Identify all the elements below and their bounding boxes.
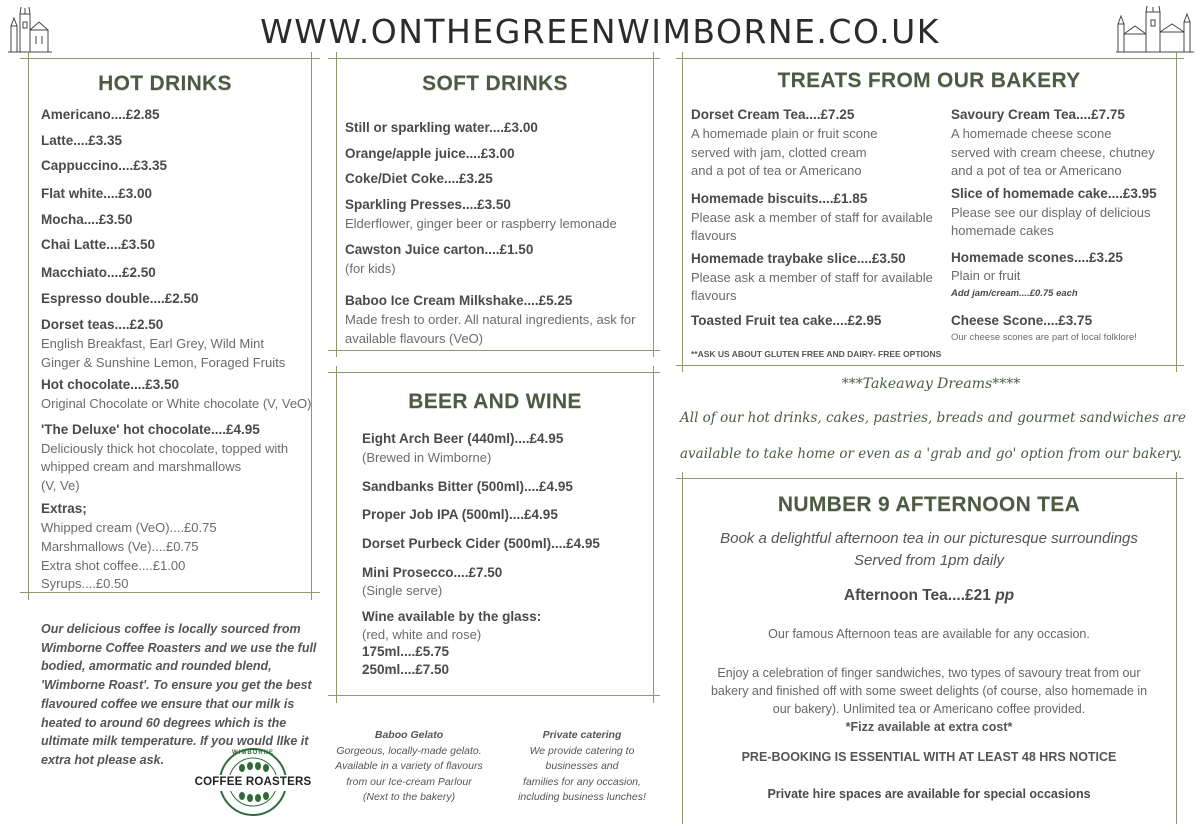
item-description: (Brewed in Wimborne) (362, 450, 492, 465)
item-description: served with jam, clotted cream (691, 145, 867, 160)
bakery-title: TREATS FROM OUR BAKERY (777, 69, 1081, 92)
catering-line: families for any occasion, (523, 775, 641, 788)
menu-item: Eight Arch Beer (440ml)....£4.95 (362, 431, 564, 446)
menu-item: Sparkling Presses....£3.50 (345, 197, 511, 212)
hot-drinks-title: HOT DRINKS (98, 72, 232, 95)
menu-item: Cheese Scone....£3.75 (951, 313, 1093, 328)
soft-drinks-title: SOFT DRINKS (422, 72, 568, 95)
takeaway-line: available to take home or even as a 'grab and go' option from our bakery. (680, 446, 1182, 462)
afternoon-tea-tagline: Book a delightful afternoon tea in our picturesque surroundings (720, 530, 1138, 547)
menu-item: Homemade biscuits....£1.85 (691, 191, 868, 206)
item-description: A homemade cheese scone (951, 126, 1112, 141)
item-description: Plain or fruit (951, 268, 1021, 283)
menu-item: Cappuccino....£3.35 (41, 158, 168, 173)
menu-item: Sandbanks Bitter (500ml)....£4.95 (362, 479, 573, 494)
menu-item: Flat white....£3.00 (41, 186, 153, 201)
menu-item: Homemade scones....£3.25 (951, 250, 1123, 265)
menu-item: 250ml....£7.50 (362, 662, 450, 677)
item-description: Syrups....£0.50 (41, 576, 129, 591)
menu-item: Espresso double....£2.50 (41, 291, 199, 306)
menu-item: Mini Prosecco....£7.50 (362, 565, 503, 580)
roaster-badge-name: COFFEE ROASTERS (194, 776, 312, 788)
coffee-sourcing-note: Our delicious coffee is locally sourced from Wimborne Coffee Roasters and we use the full bodied, amormatic and rounded blend, 'Wimborne Roast'. To ensure you get the best flavoured coffee we ensure that our milk is heated to around 60 degrees which is the ultimate milk temperature. If you would lIke it extra hot please ask. (41, 622, 317, 767)
menu-item: Savoury Cream Tea....£7.75 (951, 107, 1125, 122)
roaster-badge-top: WIMBORNE (232, 750, 274, 756)
menu-item: Mocha....£3.50 (41, 212, 133, 227)
private-catering-block (502, 728, 662, 806)
gluten-free-note: **ASK US ABOUT GLUTEN FREE AND DAIRY- FREE OPTIONS (691, 349, 942, 359)
afternoon-tea-description: Enjoy a celebration of finger sandwiches, two types of savoury treat from our (717, 666, 1141, 680)
item-description: (red, white and rose) (362, 627, 482, 642)
item-note: Add jam/cream....£0.75 each (951, 288, 1078, 299)
afternoon-tea-price (686, 587, 1172, 605)
beer-wine-title: BEER AND WINE (408, 390, 582, 413)
website-url: WWW.ONTHEGREENWIMBORNE.CO.UK (260, 12, 940, 51)
menu-item: Coke/Diet Coke....£3.25 (345, 171, 493, 186)
baboo-line: (Next to the bakery) (362, 791, 456, 803)
item-description: (for kids) (345, 261, 396, 276)
item-description: and a pot of tea or Americano (691, 163, 862, 178)
menu-item: Chai Latte....£3.50 (41, 237, 156, 252)
fizz-note: *Fizz available at extra cost* (845, 720, 1013, 734)
menu-item: Cawston Juice carton....£1.50 (345, 242, 534, 257)
item-description: Extra shot coffee....£1.00 (41, 558, 186, 573)
baboo-gelato-title: Baboo Gelato (374, 729, 444, 741)
baboo-line: Gorgeous, locally-made gelato. (336, 744, 482, 757)
item-description: and a pot of tea or Americano (951, 163, 1122, 178)
menu-item: 'The Deluxe' hot chocolate....£4.95 (41, 422, 260, 437)
afternoon-tea-title: NUMBER 9 AFTERNOON TEA (777, 493, 1081, 516)
item-description: English Breakfast, Earl Grey, Wild Mint (41, 336, 264, 351)
item-description: Marshmallows (Ve)....£0.75 (41, 539, 199, 554)
item-description: Please ask a member of staff for available (691, 210, 933, 225)
menu-item: Toasted Fruit tea cake....£2.95 (691, 313, 882, 328)
menu-item: Dorset teas....£2.50 (41, 317, 164, 332)
afternoon-tea-price-unit: pp (995, 587, 1015, 604)
afternoon-tea-occasion: Our famous Afternoon teas are available for any occasion. (768, 627, 1090, 641)
item-description: flavours (691, 228, 737, 243)
item-description: Deliciously thick hot chocolate, topped with (41, 441, 289, 456)
item-description: Ginger & Sunshine Lemon, Foraged Fruits (41, 355, 286, 370)
takeaway-line: All of our hot drinks, cakes, pastries, breads and gourmet sandwiches are (680, 410, 1186, 426)
menu-item: 175ml....£5.75 (362, 644, 450, 659)
baboo-line: Available in a variety of flavours (335, 760, 483, 772)
menu-item: Dorset Purbeck Cider (500ml)....£4.95 (362, 536, 600, 551)
item-description: (Single serve) (362, 583, 443, 598)
item-description: flavours (691, 288, 737, 303)
coffee-roasters-logo (192, 748, 314, 818)
takeaway-title: ***Takeaway Dreams**** (841, 376, 1021, 392)
menu-item: Dorset Cream Tea....£7.25 (691, 107, 855, 122)
afternoon-tea-description: bakery and finished off with some sweet delights (of course, also homemade in (710, 684, 1148, 698)
item-description: Whipped cream (VeO)....£0.75 (41, 520, 217, 535)
item-description: homemade cakes (951, 223, 1054, 238)
item-description: whipped cream and marshmallows (41, 459, 242, 474)
afternoon-tea-description: our bakery). Unlimited tea or Americano coffee provided. (772, 702, 1086, 716)
item-description: Please see our display of delicious (951, 205, 1151, 220)
menu-item: Homemade traybake slice....£3.50 (691, 251, 906, 266)
catering-line: businesses and (545, 760, 619, 772)
baboo-gelato-block (326, 728, 492, 806)
item-description: Made fresh to order. All natural ingredients, ask for (345, 312, 636, 327)
item-description: (V, Ve) (41, 478, 80, 493)
menu-item: Slice of homemade cake....£3.95 (951, 186, 1157, 201)
item-description: served with cream cheese, chutney (951, 145, 1155, 160)
menu-item: Wine available by the glass: (362, 609, 542, 624)
item-description: A homemade plain or fruit scone (691, 126, 878, 141)
item-note: Our cheese scones are part of local folklore! (951, 332, 1137, 343)
church-logo-right (1116, 4, 1194, 54)
catering-line: We provide catering to (529, 744, 635, 757)
menu-item: Orange/apple juice....£3.00 (345, 146, 515, 161)
item-description: available flavours (VeO) (345, 331, 484, 346)
item-description: Original Chocolate or White chocolate (V, VeO) (41, 396, 312, 411)
menu-item: Proper Job IPA (500ml)....£4.95 (362, 507, 558, 522)
menu-item: Still or sparkling water....£3.00 (345, 120, 538, 135)
catering-line: including business lunches! (518, 791, 646, 803)
afternoon-tea-price-text: Afternoon Tea....£21 (843, 587, 991, 604)
menu-item: Americano....£2.85 (41, 107, 160, 122)
prebooking-note: PRE-BOOKING IS ESSENTIAL WITH AT LEAST 48 HRS NOTICE (741, 750, 1117, 764)
baboo-line: from our Ice-cream Parlour (346, 775, 472, 788)
private-catering-title: Private catering (542, 729, 622, 741)
item-description: Please ask a member of staff for available (691, 270, 933, 285)
private-hire-note: Private hire spaces are available for special occasions (767, 787, 1091, 801)
menu-item: Baboo Ice Cream Milkshake....£5.25 (345, 293, 573, 308)
menu-item: Macchiato....£2.50 (41, 265, 156, 280)
menu-item: Latte....£3.35 (41, 133, 123, 148)
menu-item: Extras; (41, 501, 87, 516)
item-description: Elderflower, ginger beer or raspberry lemonade (345, 216, 617, 231)
menu-item: Hot chocolate....£3.50 (41, 377, 180, 392)
afternoon-tea-tagline: Served from 1pm daily (853, 552, 1005, 569)
